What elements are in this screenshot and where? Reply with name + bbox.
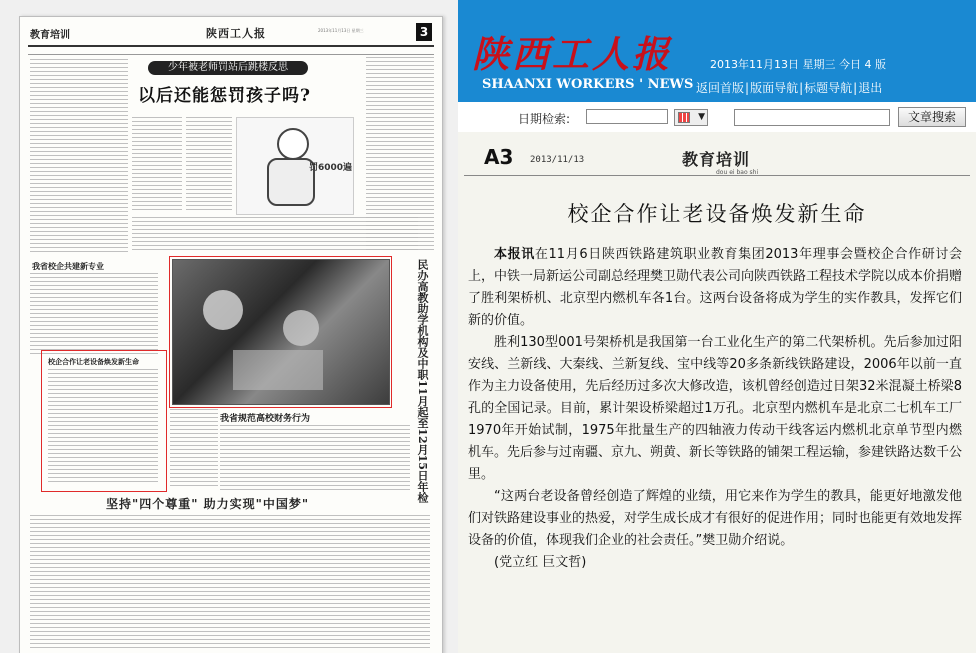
keyword-search-input[interactable] xyxy=(734,109,890,126)
text-column xyxy=(132,117,182,213)
newspaper-section-label: 教育培训 xyxy=(30,30,70,41)
article-paragraph: “这两台老设备曾经创造了辉煌的业绩，用它来作为学生的教具，能更好地激发他们对铁路建设事业的热爱，对学生成长成才有很好的促进作用；同时也能更有效地发挥设备的价值，体现我们企业的社会责任。”樊卫勋介绍说。 xyxy=(468,489,963,548)
cartoon-illustration xyxy=(236,117,354,215)
story-kicker: 少年被老师罚站后跳楼反思 xyxy=(148,61,308,75)
article-paragraph: 胜利130型001号架桥机是我国第一台工业化生产的第二代架桥机。先后参加过阳安线、兰新线、大秦线、兰新复线、宝中线等20多条新线铁路建设，2006年以前一直作为主力设备使用，先后经历过多次大修改造，该机曾经创造过日架32米混凝土桥梁8孔的全国记录。目前，累计架设桥梁超过1万孔。北京型内燃机车是北京二七机车工厂1970年开始试制，1975年批量生产的四轴液力传动干线客运内燃机北京单节型内燃机车。先后参与过南疆、京九、朔黄、新长等铁路的铺架工程运输，参建铁路达数千公里。 xyxy=(468,335,963,482)
bottom-headline[interactable]: 坚持"四个尊重" 助力实现"中国梦" xyxy=(106,497,310,511)
cartoon-caption: 罚6000遍 xyxy=(309,163,353,173)
nav-separator: | xyxy=(799,81,804,95)
text-column xyxy=(366,57,434,253)
lead-tag: 本报讯 xyxy=(494,247,535,262)
site-logo[interactable]: 陕西工人报 xyxy=(472,32,672,76)
paragraph-text: 在11月6日陕西铁路建筑职业教育集团2013年理事会暨校企合作研讨会上，中铁一局新运公司副总经理樊卫勋代表公司向陕西铁路工程技术学院以成本价捐赠了胜利架桥机、北京型内燃机车各1台。这两台设备将成为学生的实作教具，发挥它们新的价值。 xyxy=(468,247,963,328)
story-headline-3[interactable]: 我省规范高校财务行为 xyxy=(220,414,311,424)
issue-date: 2013年11月13日 星期三 今日 4 版 xyxy=(710,58,886,71)
article-page-bar xyxy=(464,145,970,176)
nav-title-navigation[interactable]: 标题导航 xyxy=(804,81,853,95)
calendar-icon xyxy=(678,112,690,123)
photo-article-highlight[interactable] xyxy=(169,256,392,408)
date-search-input[interactable] xyxy=(586,109,668,124)
text-column xyxy=(30,515,430,649)
site-logo-english: SHAANXI WORKERS ' NEWS xyxy=(482,77,694,92)
vertical-headline[interactable]: 民办高教助学机构及中职11月起至12月15日年检 xyxy=(416,259,429,503)
nav-separator: | xyxy=(745,81,750,95)
story-headline[interactable]: 以后还能惩罚孩子吗? xyxy=(138,86,311,106)
newspaper-header-date: 2013年11月13日 星期三 xyxy=(318,28,364,33)
site-header xyxy=(458,0,976,102)
text-column xyxy=(30,273,158,357)
header-nav xyxy=(696,79,882,96)
text-column xyxy=(220,425,410,491)
selected-article-headline[interactable]: 校企合作让老设备焕发新生命 xyxy=(48,357,139,366)
nav-back-front-page[interactable]: 返回首版 xyxy=(696,81,745,95)
page-number: A3 xyxy=(484,145,514,169)
text-column xyxy=(48,369,158,485)
article-title: 校企合作让老设备焕发新生命 xyxy=(567,202,867,226)
article-body xyxy=(468,244,962,574)
text-column xyxy=(170,409,218,489)
page-date: 2013/11/13 xyxy=(530,155,585,165)
header-rule xyxy=(28,48,434,55)
cartoon-head xyxy=(277,128,309,160)
article-paragraph xyxy=(468,244,962,332)
newspaper-masthead: 陕西工人报 xyxy=(206,27,266,40)
article-byline: (党立红 巨文哲) xyxy=(494,555,587,570)
text-column xyxy=(186,117,232,213)
story-headline-2[interactable]: 我省校企共建新专业 xyxy=(32,261,104,271)
calendar-picker-button[interactable] xyxy=(674,109,708,126)
newspaper-page-viewer xyxy=(0,0,458,653)
search-bar xyxy=(458,102,976,133)
article-search-button[interactable]: 文章搜索 xyxy=(898,107,966,127)
newspaper-header xyxy=(28,23,434,47)
cartoon-body xyxy=(267,158,315,206)
section-pinyin: dou ei bao shi xyxy=(716,169,759,176)
article-panel xyxy=(458,132,976,653)
chevron-down-icon: ▼ xyxy=(698,112,705,122)
text-column xyxy=(30,59,128,255)
date-search-label: 日期检索: xyxy=(518,112,571,126)
nav-separator: | xyxy=(853,81,858,95)
nav-page-navigation[interactable]: 版面导航 xyxy=(750,81,799,95)
nav-exit[interactable]: 退出 xyxy=(858,81,883,95)
newspaper-page-number: 3 xyxy=(416,23,432,41)
newspaper-page[interactable] xyxy=(19,16,443,653)
section-title: 教育培训 xyxy=(682,150,751,169)
